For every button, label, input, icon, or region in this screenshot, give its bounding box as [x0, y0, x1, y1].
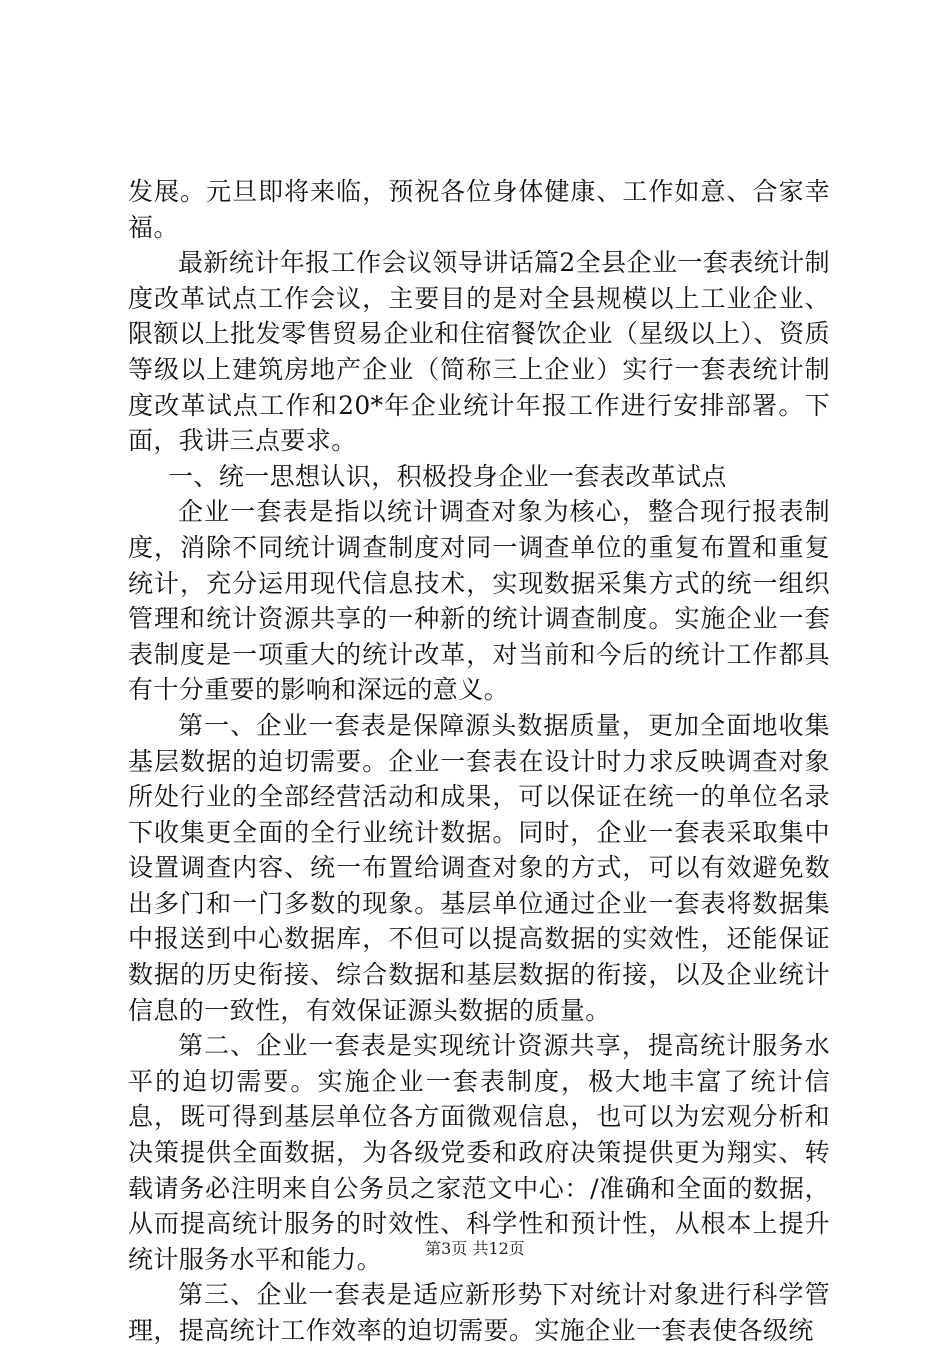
paragraph-point-three: 第三、企业一套表是适应新形势下对统计对象进行科学管理，提高统计工作效率的迫切需要。实施企业一套表使各级统: [128, 1280, 830, 1345]
section-heading: 一、统一思想认识，积极投身企业一套表改革试点: [168, 461, 727, 491]
page-number-footer: 第3页 共12页: [425, 1239, 525, 1258]
paragraph-greeting: 发展。元旦即将来临，预祝各位身体健康、工作如意、合家幸福。: [128, 177, 830, 242]
paragraph-point-one: 第一、企业一套表是保障源头数据质量，更加全面地收集基层数据的迫切需要。企业一套表在设计时力求反映调查对象所处行业的全部经营活动和成果，可以保证在统一的单位名录下收集更全面的全行业统计数据。同时，企业一套表采取集中设置调查内容、统一布置给调查对象的方式，可以有效避免数出多门和一门多数的现象。基层单位通过企业一套表将数据集中报送到中心数据库，不但可以提高数据的实效性，还能保证数据的历史衔接、综合数据和基层数据的衔接，以及企业统计信息的一致性，有效保证源头数据的质量。: [128, 710, 830, 1025]
document-body: [128, 174, 830, 1349]
paragraph-intro: 最新统计年报工作会议领导讲话篇2全县企业一套表统计制度改革试点工作会议，主要目的是对全县规模以上工业企业、限额以上批发零售贸易企业和住宿餐饮企业（星级以上）、资质等级以上建筑房地产企业（简称三上企业）实行一套表统计制度改革试点工作和20*年企业统计年报工作进行安排部署。下面，我讲三点要求。: [128, 248, 830, 456]
paragraph-point-two: 第二、企业一套表是实现统计资源共享，提高统计服务水平的迫切需要。实施企业一套表制度，极大地丰富了统计信息，既可得到基层单位各方面微观信息，也可以为宏观分析和决策提供全面数据，为各级党委和政府决策提供更为翔实、转载请务必注明来自公务员之家范文中心：/准确和全面的数据，从而提高统计服务的时效性、科学性和预计性，从根本上提升统计服务水平和能力。: [128, 1031, 830, 1274]
paragraph-definition: 企业一套表是指以统计调查对象为核心，整合现行报表制度，消除不同统计调查制度对同一调查单位的重复布置和重复统计，充分运用现代信息技术，实现数据采集方式的统一组织管理和统计资源共享的一种新的统计调查制度。实施企业一套表制度是一项重大的统计改革，对当前和今后的统计工作都具有十分重要的影响和深远的意义。: [128, 497, 830, 705]
